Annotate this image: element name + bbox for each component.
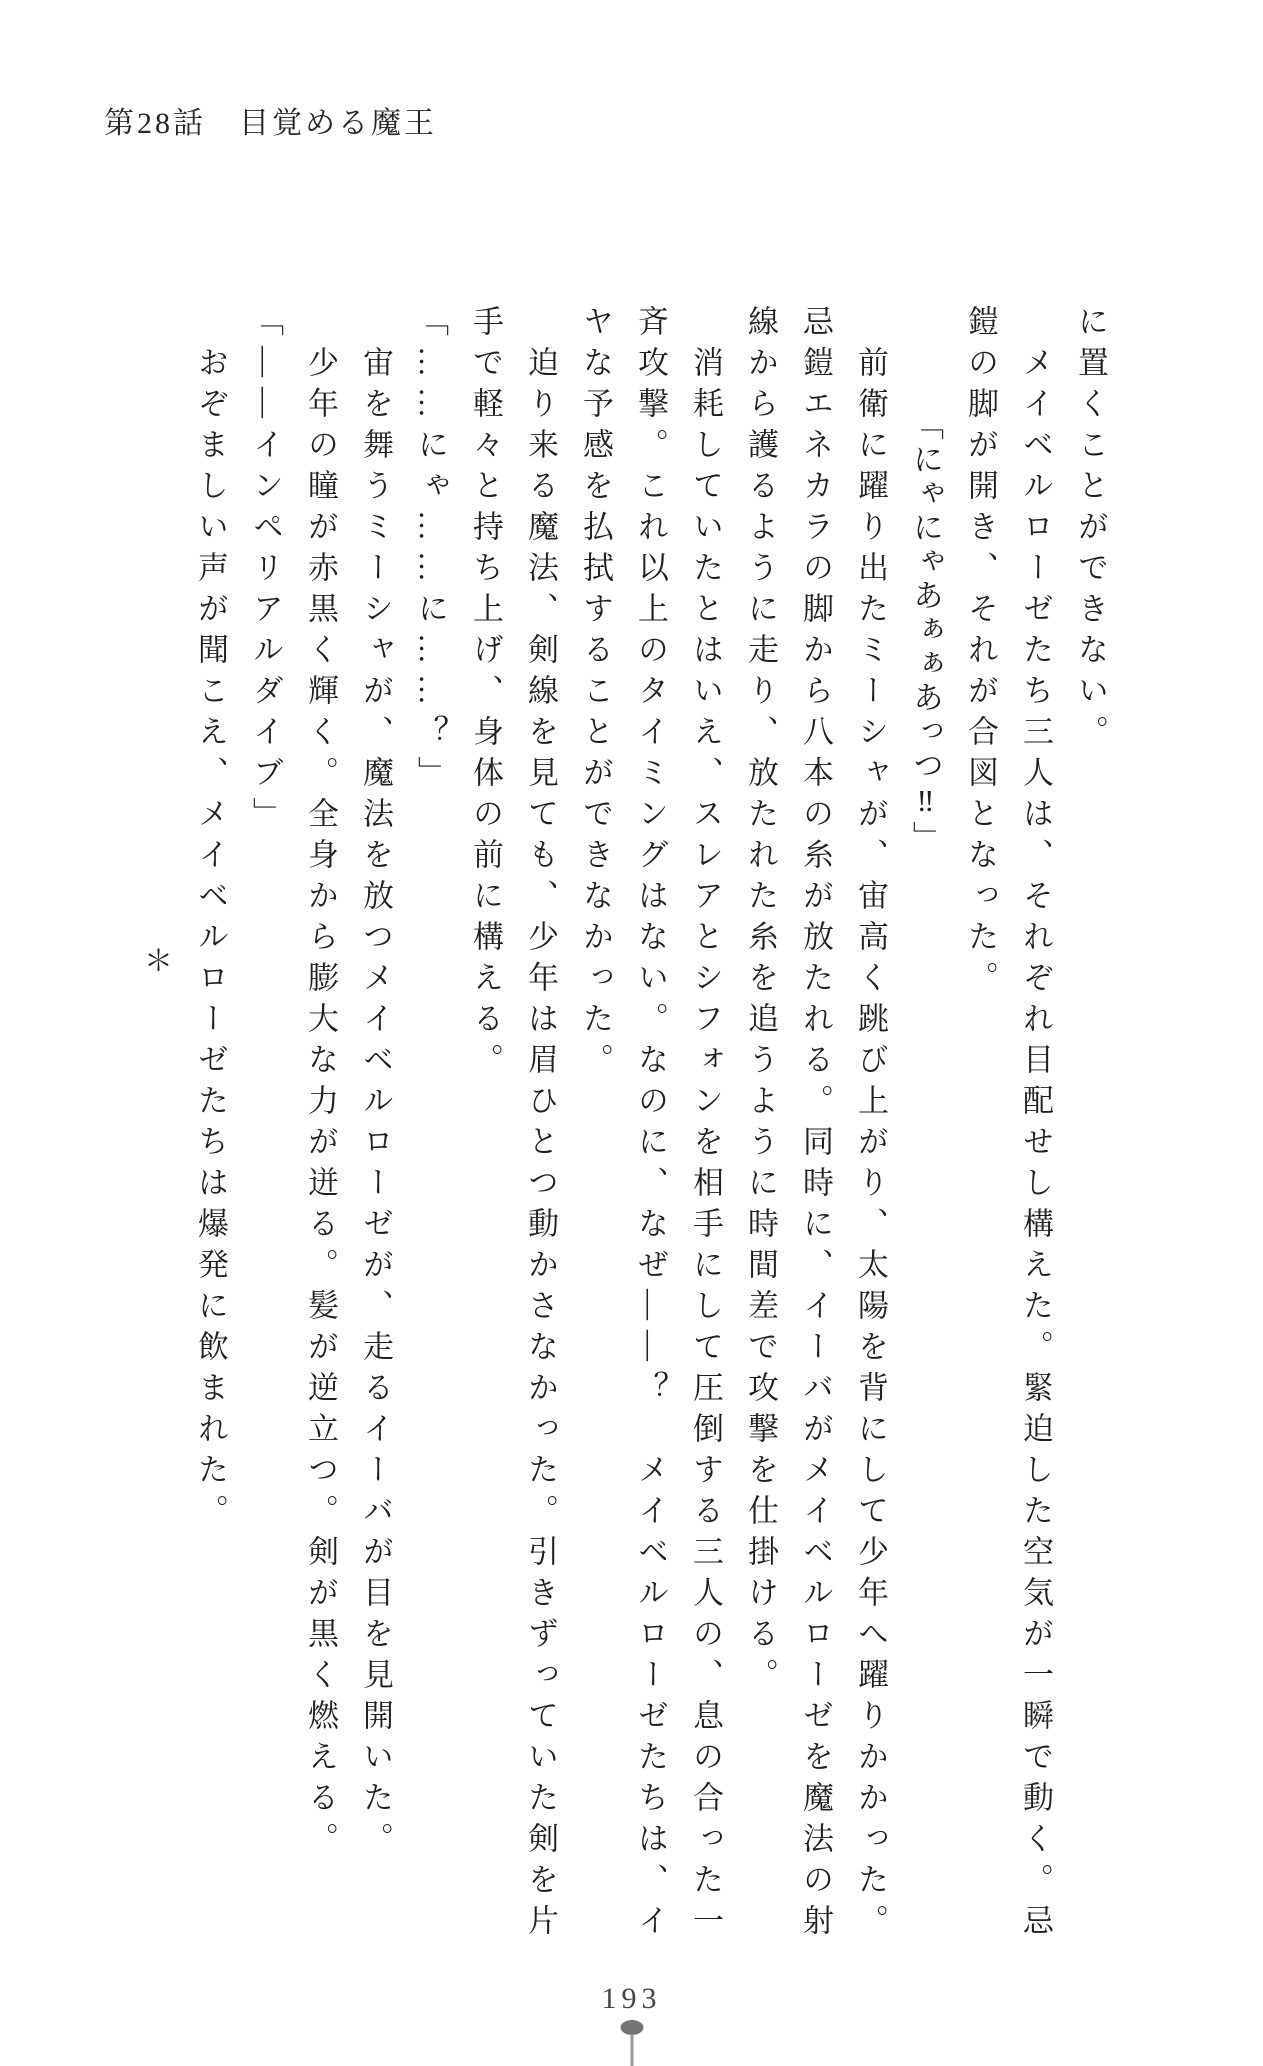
- text-column: ヤな予感を払拭することができなかった。: [578, 305, 613, 1084]
- body-text-block: [108, 305, 1118, 1980]
- text-column: 鎧の脚が開き、それが合図となった。: [963, 305, 998, 1002]
- section-break-asterisk: ＊: [140, 945, 172, 974]
- text-column-dialogue: 「……にゃ……に……？」: [413, 305, 448, 797]
- page-number: 193: [601, 1982, 662, 2015]
- text-column: 迫り来る魔法、剣線を見ても、少年は眉ひとつ動かさなかった。引きずっていた剣を片: [523, 346, 558, 1945]
- footer-stem-ornament: [630, 2034, 633, 2066]
- text-column: 線から護るように走り、放たれた糸を追うように時間差で攻撃を仕掛ける。: [743, 305, 778, 1699]
- text-column: 宙を舞うミーシャが、魔法を放つメイベルローゼが、走るイーバが目を見開いた。: [358, 346, 393, 1863]
- text-column-dialogue: 「――インペリアルダイブ」: [248, 305, 283, 838]
- text-column: メイベルローゼたち三人は、それぞれ目配せし構えた。緊迫した空気が一瞬で動く。忌: [1018, 346, 1053, 1945]
- text-column: 斉攻撃。これ以上のタイミングはない。なのに、なぜ――？ メイベルローゼたちは、イ: [633, 305, 668, 1945]
- text-column: 前衛に躍り出たミーシャが、宙高く跳び上がり、太陽を背にして少年へ躍りかかった。: [853, 346, 888, 1945]
- text-column: 忌鎧エネカラの脚から八本の糸が放たれる。同時に、イーバがメイベルローゼを魔法の射: [798, 305, 833, 1945]
- text-column: に置くことができない。: [1073, 305, 1108, 756]
- text-column-dialogue: 「にゃにゃあぁぁあっつ‼」: [908, 409, 943, 855]
- text-column: 少年の瞳が赤黒く輝く。全身から膨大な力が迸る。髪が逆立つ。剣が黒く燃える。: [303, 346, 338, 1863]
- text-column: 消耗していたとはいえ、スレアとシフォンを相手にして圧倒する三人の、息の合った一: [688, 346, 723, 1945]
- text-column: 手で軽々と持ち上げ、身体の前に構える。: [468, 305, 503, 1084]
- footer-dot-ornament: [620, 2020, 643, 2035]
- text-column: おぞましい声が聞こえ、メイベルローゼたちは爆発に飲まれた。: [193, 346, 228, 1535]
- chapter-heading: 第28話 目覚める魔王: [104, 107, 437, 140]
